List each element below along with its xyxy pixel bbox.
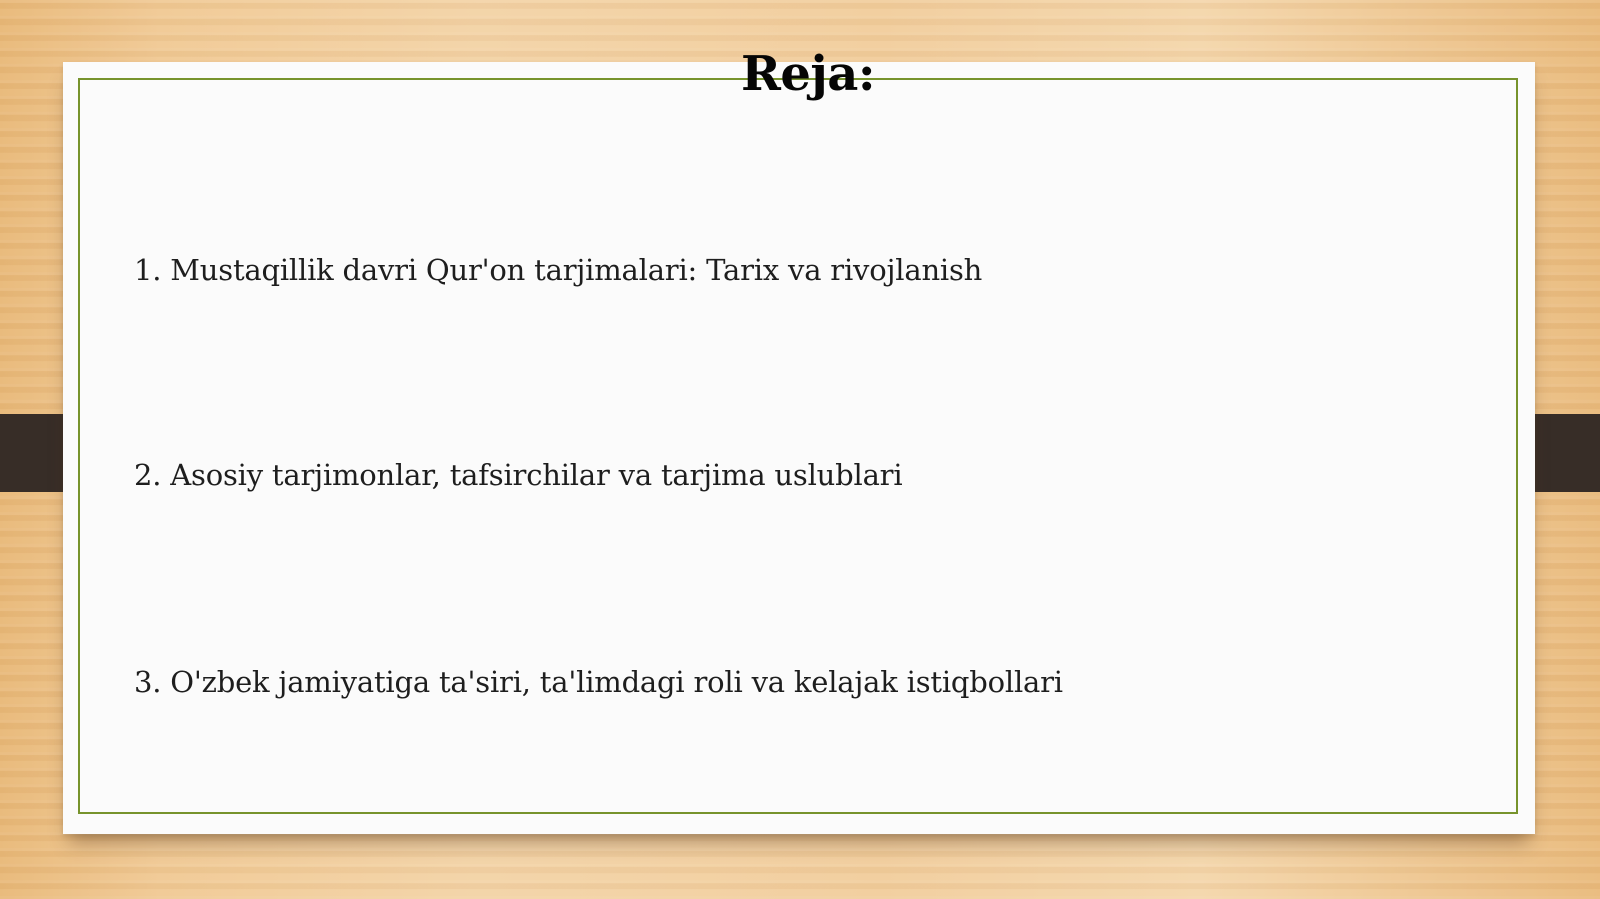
slide-card [63,62,1535,834]
slide-title: Reja: [740,46,876,102]
plan-item-3: 3. O'zbek jamiyatiga ta'siri, ta'limdagi roli va kelajak istiqbollari [134,665,1063,699]
plan-item-2: 2. Asosiy tarjimonlar, tafsirchilar va tarjima uslublari [134,458,903,492]
plan-item-1: 1. Mustaqillik davri Qur'on tarjimalari: Tarix va rivojlanish [134,253,983,287]
green-inner-frame [78,78,1518,814]
